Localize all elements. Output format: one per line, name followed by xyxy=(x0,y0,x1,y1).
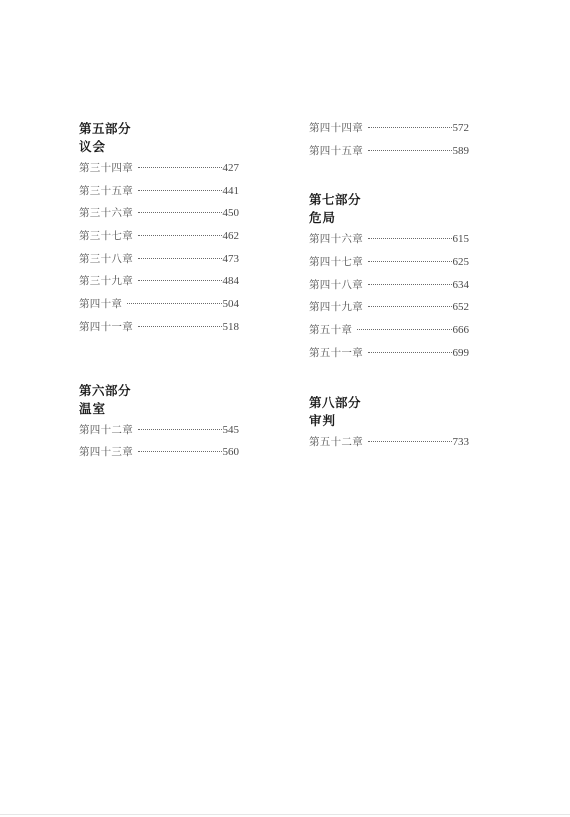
toc-entry-chapter-44[interactable] xyxy=(309,120,469,143)
section-spacer xyxy=(79,358,239,382)
dot-leader xyxy=(357,329,451,330)
page-number: 666 xyxy=(452,324,469,337)
dot-leader xyxy=(368,441,452,442)
toc-entry-chapter-34[interactable] xyxy=(79,160,239,183)
dot-leader xyxy=(138,258,222,259)
toc-entry-chapter-38[interactable] xyxy=(79,251,239,274)
section-spacer xyxy=(309,181,469,191)
dot-leader xyxy=(368,127,452,128)
page-number: 441 xyxy=(222,184,239,197)
chapter-label: 第四十三章 xyxy=(79,446,133,459)
toc-part-6-continued xyxy=(309,120,469,165)
toc-entry-chapter-50[interactable] xyxy=(309,322,469,345)
chapter-label: 第四十二章 xyxy=(79,423,133,436)
page-number: 473 xyxy=(222,252,239,265)
dot-leader xyxy=(138,280,222,281)
page-number: 733 xyxy=(452,435,469,448)
chapter-label: 第四十六章 xyxy=(309,233,363,246)
dot-leader xyxy=(368,238,452,239)
page-number: 560 xyxy=(222,446,239,459)
toc-entry-chapter-46[interactable] xyxy=(309,231,469,254)
toc-part-7 xyxy=(309,191,469,367)
chapter-label: 第四十九章 xyxy=(309,301,363,314)
chapter-label: 第三十八章 xyxy=(79,252,133,265)
toc-part-5 xyxy=(79,120,239,342)
part-heading: 第七部分 xyxy=(309,192,362,208)
toc-entry-chapter-42[interactable] xyxy=(79,422,239,445)
section-spacer xyxy=(309,384,469,394)
dot-leader xyxy=(138,235,222,236)
chapter-label: 第四十章 xyxy=(79,298,123,311)
toc-entry-chapter-43[interactable] xyxy=(79,444,239,467)
chapter-label: 第三十七章 xyxy=(79,230,133,243)
dot-leader xyxy=(368,284,452,285)
page-number: 615 xyxy=(452,233,469,246)
toc-left-column xyxy=(79,120,239,483)
toc-entry-chapter-48[interactable] xyxy=(309,277,469,300)
page-number: 545 xyxy=(222,423,239,436)
part-subtitle: 危局 xyxy=(309,210,337,226)
chapter-label: 第三十九章 xyxy=(79,275,133,288)
part-heading: 第五部分 xyxy=(79,121,132,136)
toc-entry-chapter-47[interactable] xyxy=(309,254,469,277)
page-number: 589 xyxy=(452,144,469,157)
chapter-label: 第四十八章 xyxy=(309,278,363,291)
dot-leader xyxy=(127,303,221,304)
toc-right-column xyxy=(309,120,469,472)
dot-leader xyxy=(138,212,222,213)
page-number: 484 xyxy=(222,275,239,288)
dot-leader xyxy=(138,451,222,452)
toc-entry-chapter-51[interactable] xyxy=(309,345,469,368)
toc-entry-chapter-49[interactable] xyxy=(309,299,469,322)
page-number: 462 xyxy=(222,230,239,243)
page-number: 572 xyxy=(452,122,469,134)
dot-leader xyxy=(368,261,452,262)
toc-part-6 xyxy=(79,382,239,467)
part-subtitle: 温室 xyxy=(79,400,107,416)
page-number: 518 xyxy=(222,320,239,333)
part-heading: 第六部分 xyxy=(79,382,132,398)
dot-leader xyxy=(138,167,222,168)
toc-entry-chapter-35[interactable] xyxy=(79,183,239,206)
chapter-label: 第三十五章 xyxy=(79,184,133,197)
chapter-label: 第三十四章 xyxy=(79,162,133,174)
part-heading: 第八部分 xyxy=(309,394,362,410)
page-number: 652 xyxy=(452,301,469,314)
dot-leader xyxy=(368,352,452,353)
part-subtitle: 审判 xyxy=(309,412,337,428)
part-subtitle: 议会 xyxy=(79,139,107,154)
toc-entry-chapter-41[interactable] xyxy=(79,319,239,342)
page-number: 699 xyxy=(452,346,469,359)
page-number: 427 xyxy=(222,162,239,174)
toc-entry-chapter-45[interactable] xyxy=(309,143,469,166)
chapter-label: 第五十章 xyxy=(309,324,353,337)
dot-leader xyxy=(138,326,222,327)
toc-entry-chapter-40[interactable] xyxy=(79,296,239,319)
toc-entry-chapter-36[interactable] xyxy=(79,205,239,228)
chapter-label: 第五十一章 xyxy=(309,346,363,359)
dot-leader xyxy=(138,429,222,430)
page-number: 504 xyxy=(222,298,239,311)
chapter-label: 第三十六章 xyxy=(79,207,133,220)
page-number: 450 xyxy=(222,207,239,220)
dot-leader xyxy=(368,306,452,307)
page-number: 634 xyxy=(452,278,469,291)
chapter-label: 第四十五章 xyxy=(309,144,363,157)
toc-entry-chapter-39[interactable] xyxy=(79,273,239,296)
toc-entry-chapter-37[interactable] xyxy=(79,228,239,251)
chapter-label: 第四十七章 xyxy=(309,256,363,269)
toc-entry-chapter-52[interactable] xyxy=(309,434,469,457)
chapter-label: 第四十一章 xyxy=(79,320,133,333)
toc-part-8 xyxy=(309,394,469,457)
page-edge-rule xyxy=(0,814,570,815)
dot-leader xyxy=(138,190,222,191)
dot-leader xyxy=(368,150,452,151)
chapter-label: 第五十二章 xyxy=(309,435,363,448)
page-number: 625 xyxy=(452,256,469,269)
chapter-label: 第四十四章 xyxy=(309,122,363,134)
